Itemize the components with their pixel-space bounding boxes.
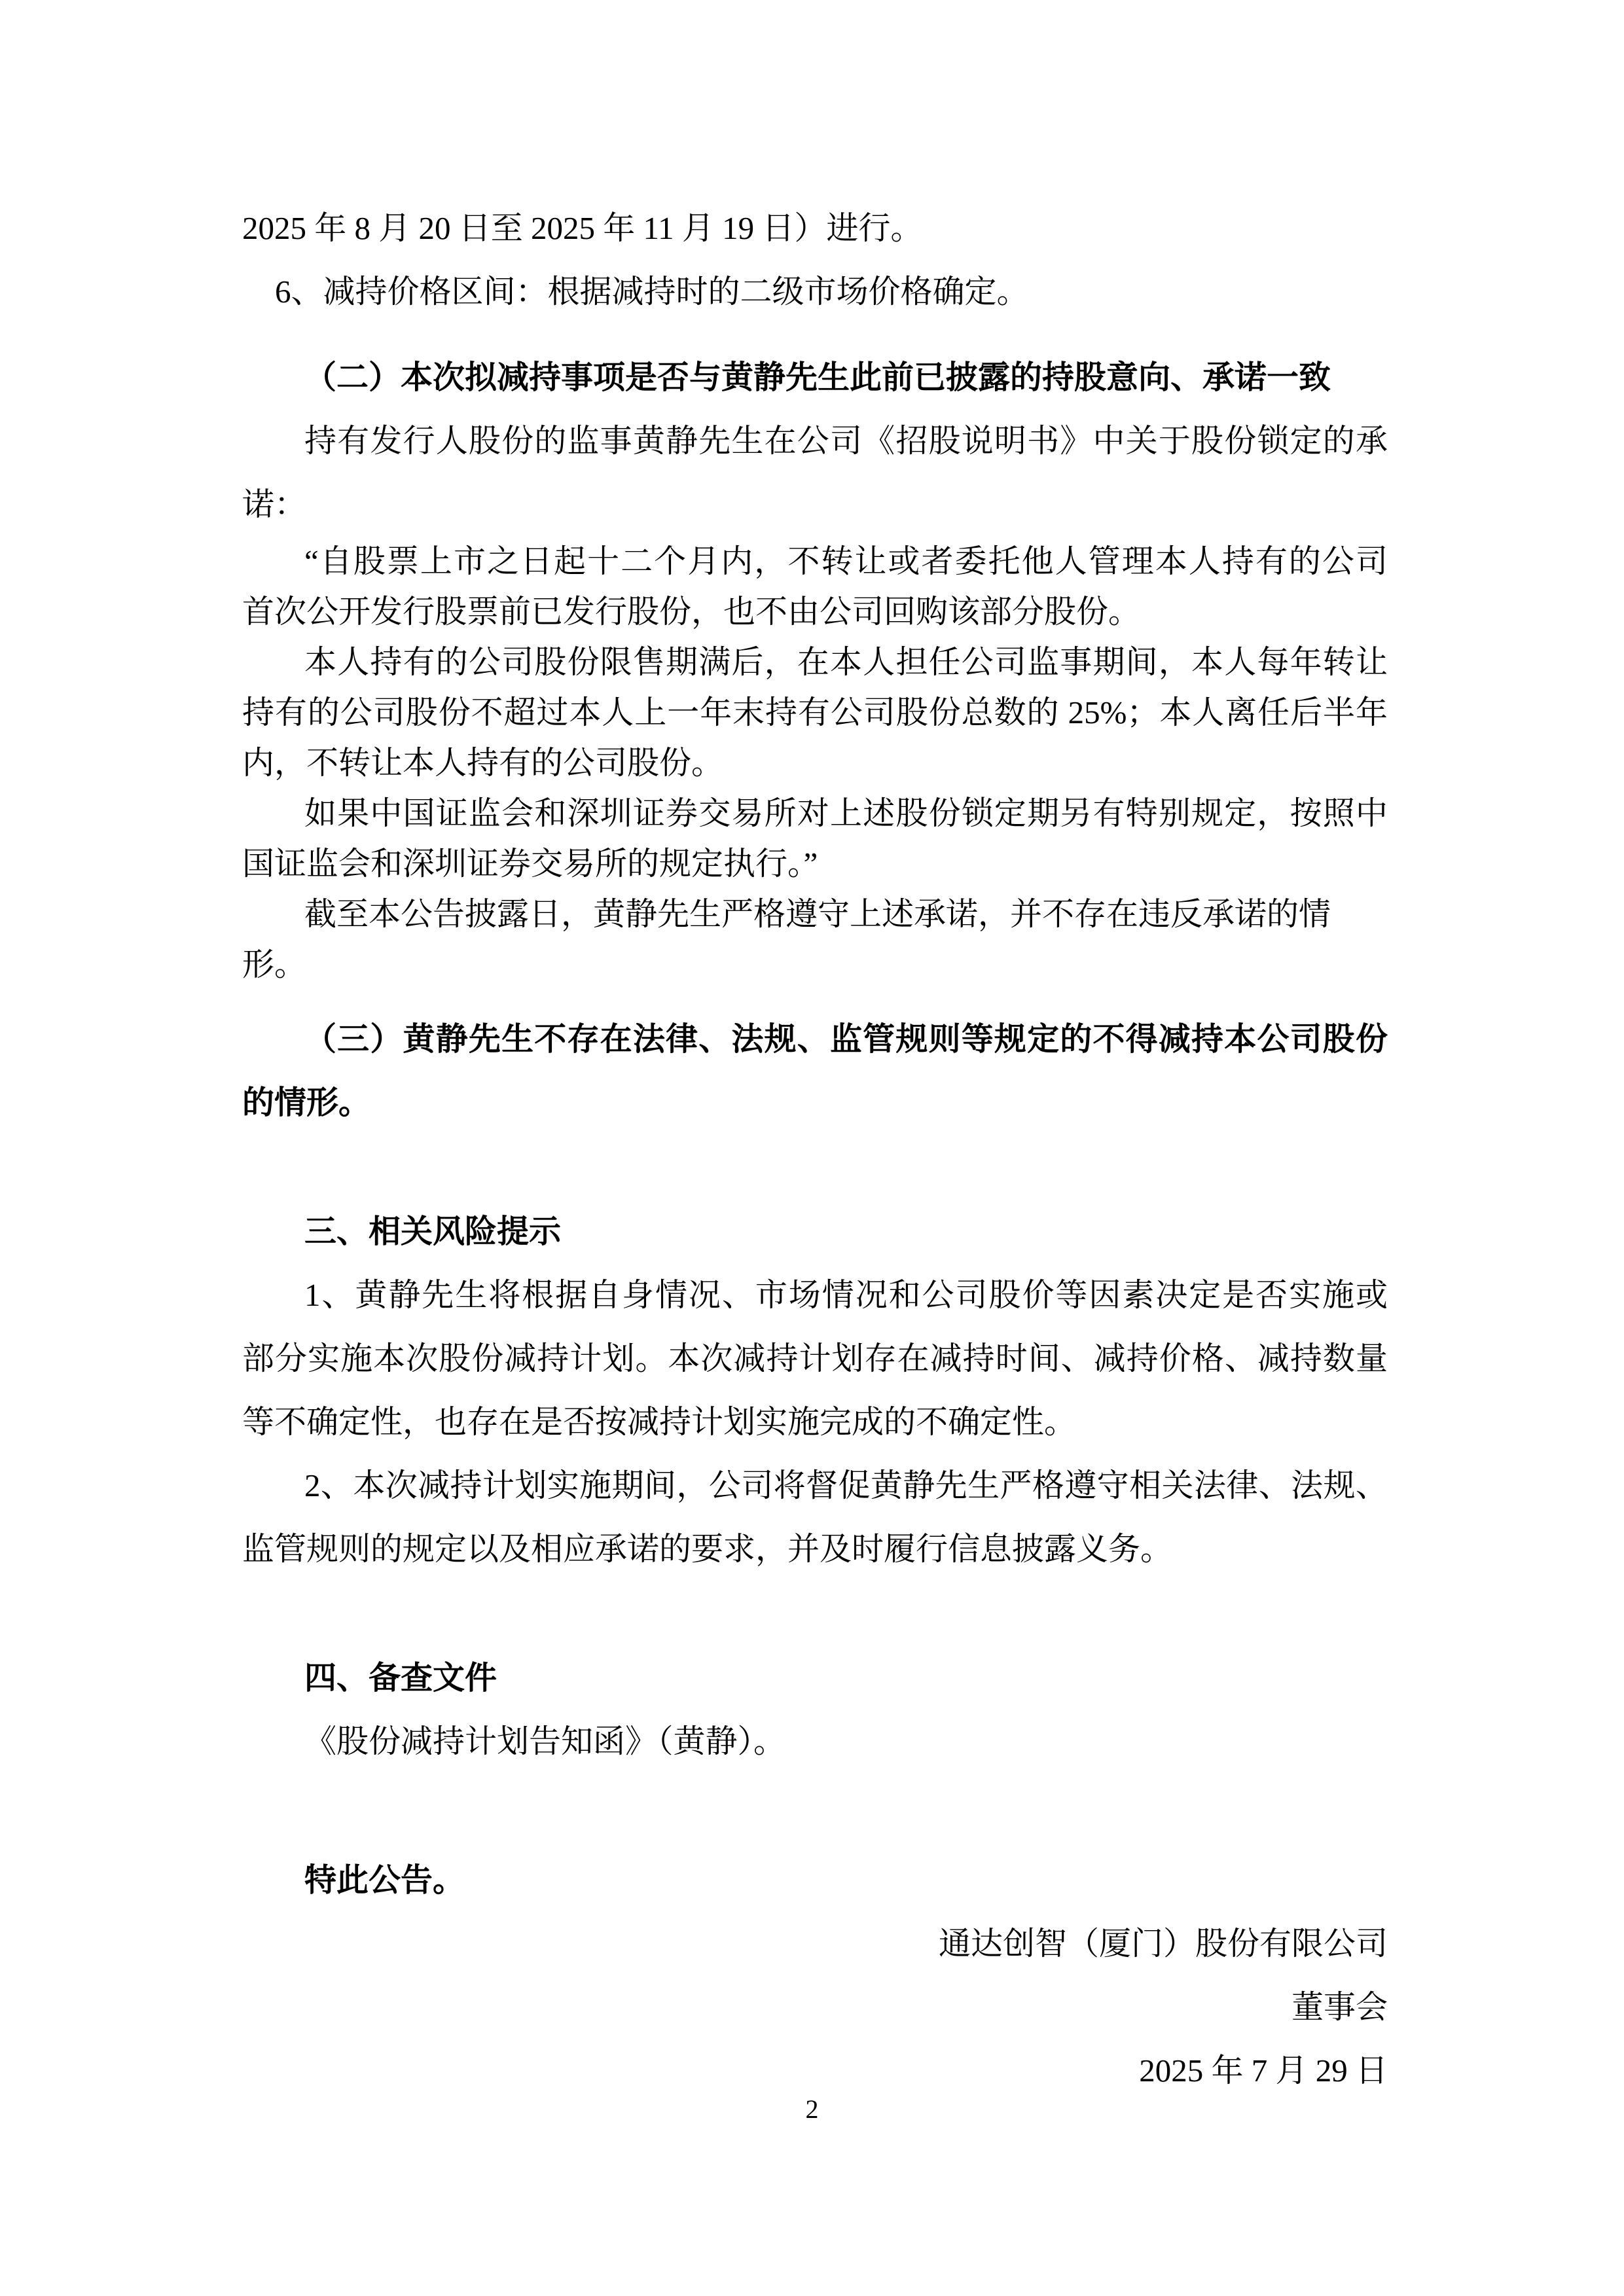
para-commitment-intro-1: 持有发行人股份的监事黄静先生在公司《招股说明书》中关于股份锁定的承 [304,423,1388,459]
line-announcement: 特此公告。 [304,1862,465,1898]
page-number: 2 [805,2094,819,2124]
para-risk-2-line-2: 监管规则的规定以及相应承诺的要求，并及时履行信息披露义务。 [242,1531,1173,1567]
document-body [242,196,1388,2102]
signature-date: 2025 年 7 月 29 日 [1139,2053,1388,2089]
para-quote-lockup-2: 首次公开发行股票前已发行股份，也不由公司回购该部分股份。 [242,594,1141,630]
heading-documents: 四、备查文件 [304,1660,497,1696]
para-risk-1-line-2: 部分实施本次股份减持计划。本次减持计划存在减持时间、减持价格、减持数量 [242,1340,1388,1376]
line-period-end: 2025 年 8 月 20 日至 2025 年 11 月 19 日）进行。 [242,210,923,246]
para-quote-transfer-1: 本人持有的公司股份限售期满后，在本人担任公司监事期间，本人每年转让 [304,644,1388,680]
para-quote-transfer-3: 内，不转让本人持有的公司股份。 [242,745,724,781]
para-quote-lockup-1: “自股票上市之日起十二个月内，不转让或者委托他人管理本人持有的公司 [304,543,1388,579]
para-risk-1-line-1: 1、黄静先生将根据自身情况、市场情况和公司股价等因素决定是否实施或 [304,1277,1388,1313]
para-quote-csrc-1: 如果中国证监会和深圳证券交易所对上述股份锁定期另有特别规定，按照中 [304,795,1388,831]
para-quote-transfer-2: 持有的公司股份不超过本人上一年末持有公司股份总数的 25%；本人离任后半年 [242,694,1388,730]
para-compliance: 截至本公告披露日，黄静先生严格遵守上述承诺，并不存在违反承诺的情形。 [242,896,1331,982]
signature-board: 董事会 [1291,1989,1388,2025]
heading-section-2: （二）本次拟减持事项是否与黄静先生此前已披露的持股意向、承诺一致 [304,359,1331,395]
spacer [242,1134,1388,1200]
para-risk-2-line-1: 2、本次减持计划实施期间，公司将督促黄静先生严格遵守相关法律、法规、 [304,1467,1388,1503]
para-document-item: 《股份减持计划告知函》（黄静）。 [304,1723,786,1759]
heading-section-3-line-1: （三）黄静先生不存在法律、法规、监管规则等规定的不得减持本公司股份 [304,1021,1388,1057]
para-quote-csrc-2: 国证监会和深圳证券交易所的规定执行。” [242,846,818,882]
spacer [242,1773,1388,1839]
para-risk-1-line-3: 等不确定性，也存在是否按减持计划实施完成的不确定性。 [242,1404,1077,1440]
para-commitment-intro-2: 诺： [242,486,307,522]
line-price-range: 6、减持价格区间：根据减持时的二级市场价格确定。 [275,274,1029,310]
heading-section-3-line-2: 的情形。 [242,1085,371,1121]
spacer [242,1581,1388,1646]
signature-company: 通达创智（厦门）股份有限公司 [938,1926,1388,1962]
heading-risks: 三、相关风险提示 [304,1213,562,1249]
